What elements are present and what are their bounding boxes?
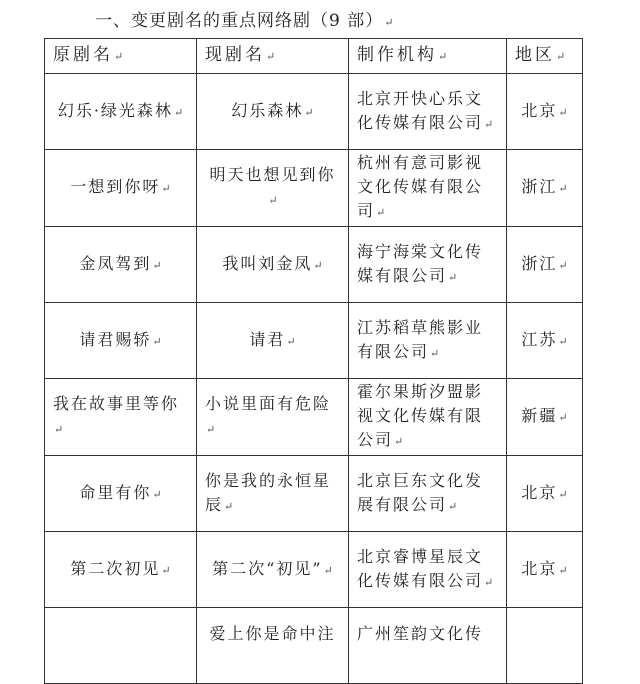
cell-producer: 霍尔果斯汐盟影视文化传媒有限公司↵ xyxy=(349,379,507,456)
cell-producer: 广州笙韵文化传 xyxy=(349,608,507,684)
section-heading xyxy=(95,6,393,31)
table-row xyxy=(45,379,583,456)
table-row xyxy=(45,227,583,303)
cell-current-title: 第二次“初见”↵ xyxy=(197,532,349,608)
cell-current-title: 明天也想见到你↵ xyxy=(197,150,349,227)
renamed-dramas-table xyxy=(44,38,583,684)
cell-current-title: 你是我的永恒星辰↵ xyxy=(197,456,349,532)
cell-original-title: 金凤驾到↵ xyxy=(45,227,197,303)
cell-region: 浙江↵ xyxy=(507,150,583,227)
cell-current-title: 请君↵ xyxy=(197,303,349,379)
cell-producer: 北京巨东文化发展有限公司↵ xyxy=(349,456,507,532)
header-producer: 制作机构↵ xyxy=(349,39,507,74)
table-row xyxy=(45,150,583,227)
table-row xyxy=(45,74,583,150)
cell-current-title: 小说里面有危险↵ xyxy=(197,379,349,456)
paragraph-mark: ↵ xyxy=(384,16,394,29)
cell-region: 北京↵ xyxy=(507,532,583,608)
cell-producer: 海宁海棠文化传媒有限公司↵ xyxy=(349,227,507,303)
cell-region: 浙江↵ xyxy=(507,227,583,303)
cell-original-title: 一想到你呀↵ xyxy=(45,150,197,227)
table-row-partial xyxy=(45,608,583,684)
cell-region xyxy=(507,608,583,684)
table-row xyxy=(45,456,583,532)
header-region: 地区↵ xyxy=(507,39,583,74)
table-header-row xyxy=(45,39,583,74)
table-row xyxy=(45,532,583,608)
header-original-title: 原剧名↵ xyxy=(45,39,197,74)
cell-region: 新疆↵ xyxy=(507,379,583,456)
cell-producer: 北京睿博星辰文化传媒有限公司↵ xyxy=(349,532,507,608)
cell-producer: 杭州有意司影视文化传媒有限公司↵ xyxy=(349,150,507,227)
cell-current-title: 幻乐森林↵ xyxy=(197,74,349,150)
cell-original-title: 幻乐·绿光森林↵ xyxy=(45,74,197,150)
cell-region: 北京↵ xyxy=(507,456,583,532)
cell-producer: 北京开快心乐文化传媒有限公司↵ xyxy=(349,74,507,150)
cell-original-title: 请君赐轿↵ xyxy=(45,303,197,379)
cell-current-title: 爱上你是命中注 xyxy=(197,608,349,684)
cell-original-title: 我在故事里等你↵ xyxy=(45,379,197,456)
cell-original-title: 命里有你↵ xyxy=(45,456,197,532)
cell-region: 北京↵ xyxy=(507,74,583,150)
cell-region: 江苏↵ xyxy=(507,303,583,379)
table-row xyxy=(45,303,583,379)
cell-original-title xyxy=(45,608,197,684)
cell-current-title: 我叫刘金凤↵ xyxy=(197,227,349,303)
cell-original-title: 第二次初见↵ xyxy=(45,532,197,608)
cell-producer: 江苏稻草熊影业有限公司↵ xyxy=(349,303,507,379)
header-current-title: 现剧名↵ xyxy=(197,39,349,74)
section-heading-text: 一、变更剧名的重点网络剧（9 部） xyxy=(95,11,384,31)
